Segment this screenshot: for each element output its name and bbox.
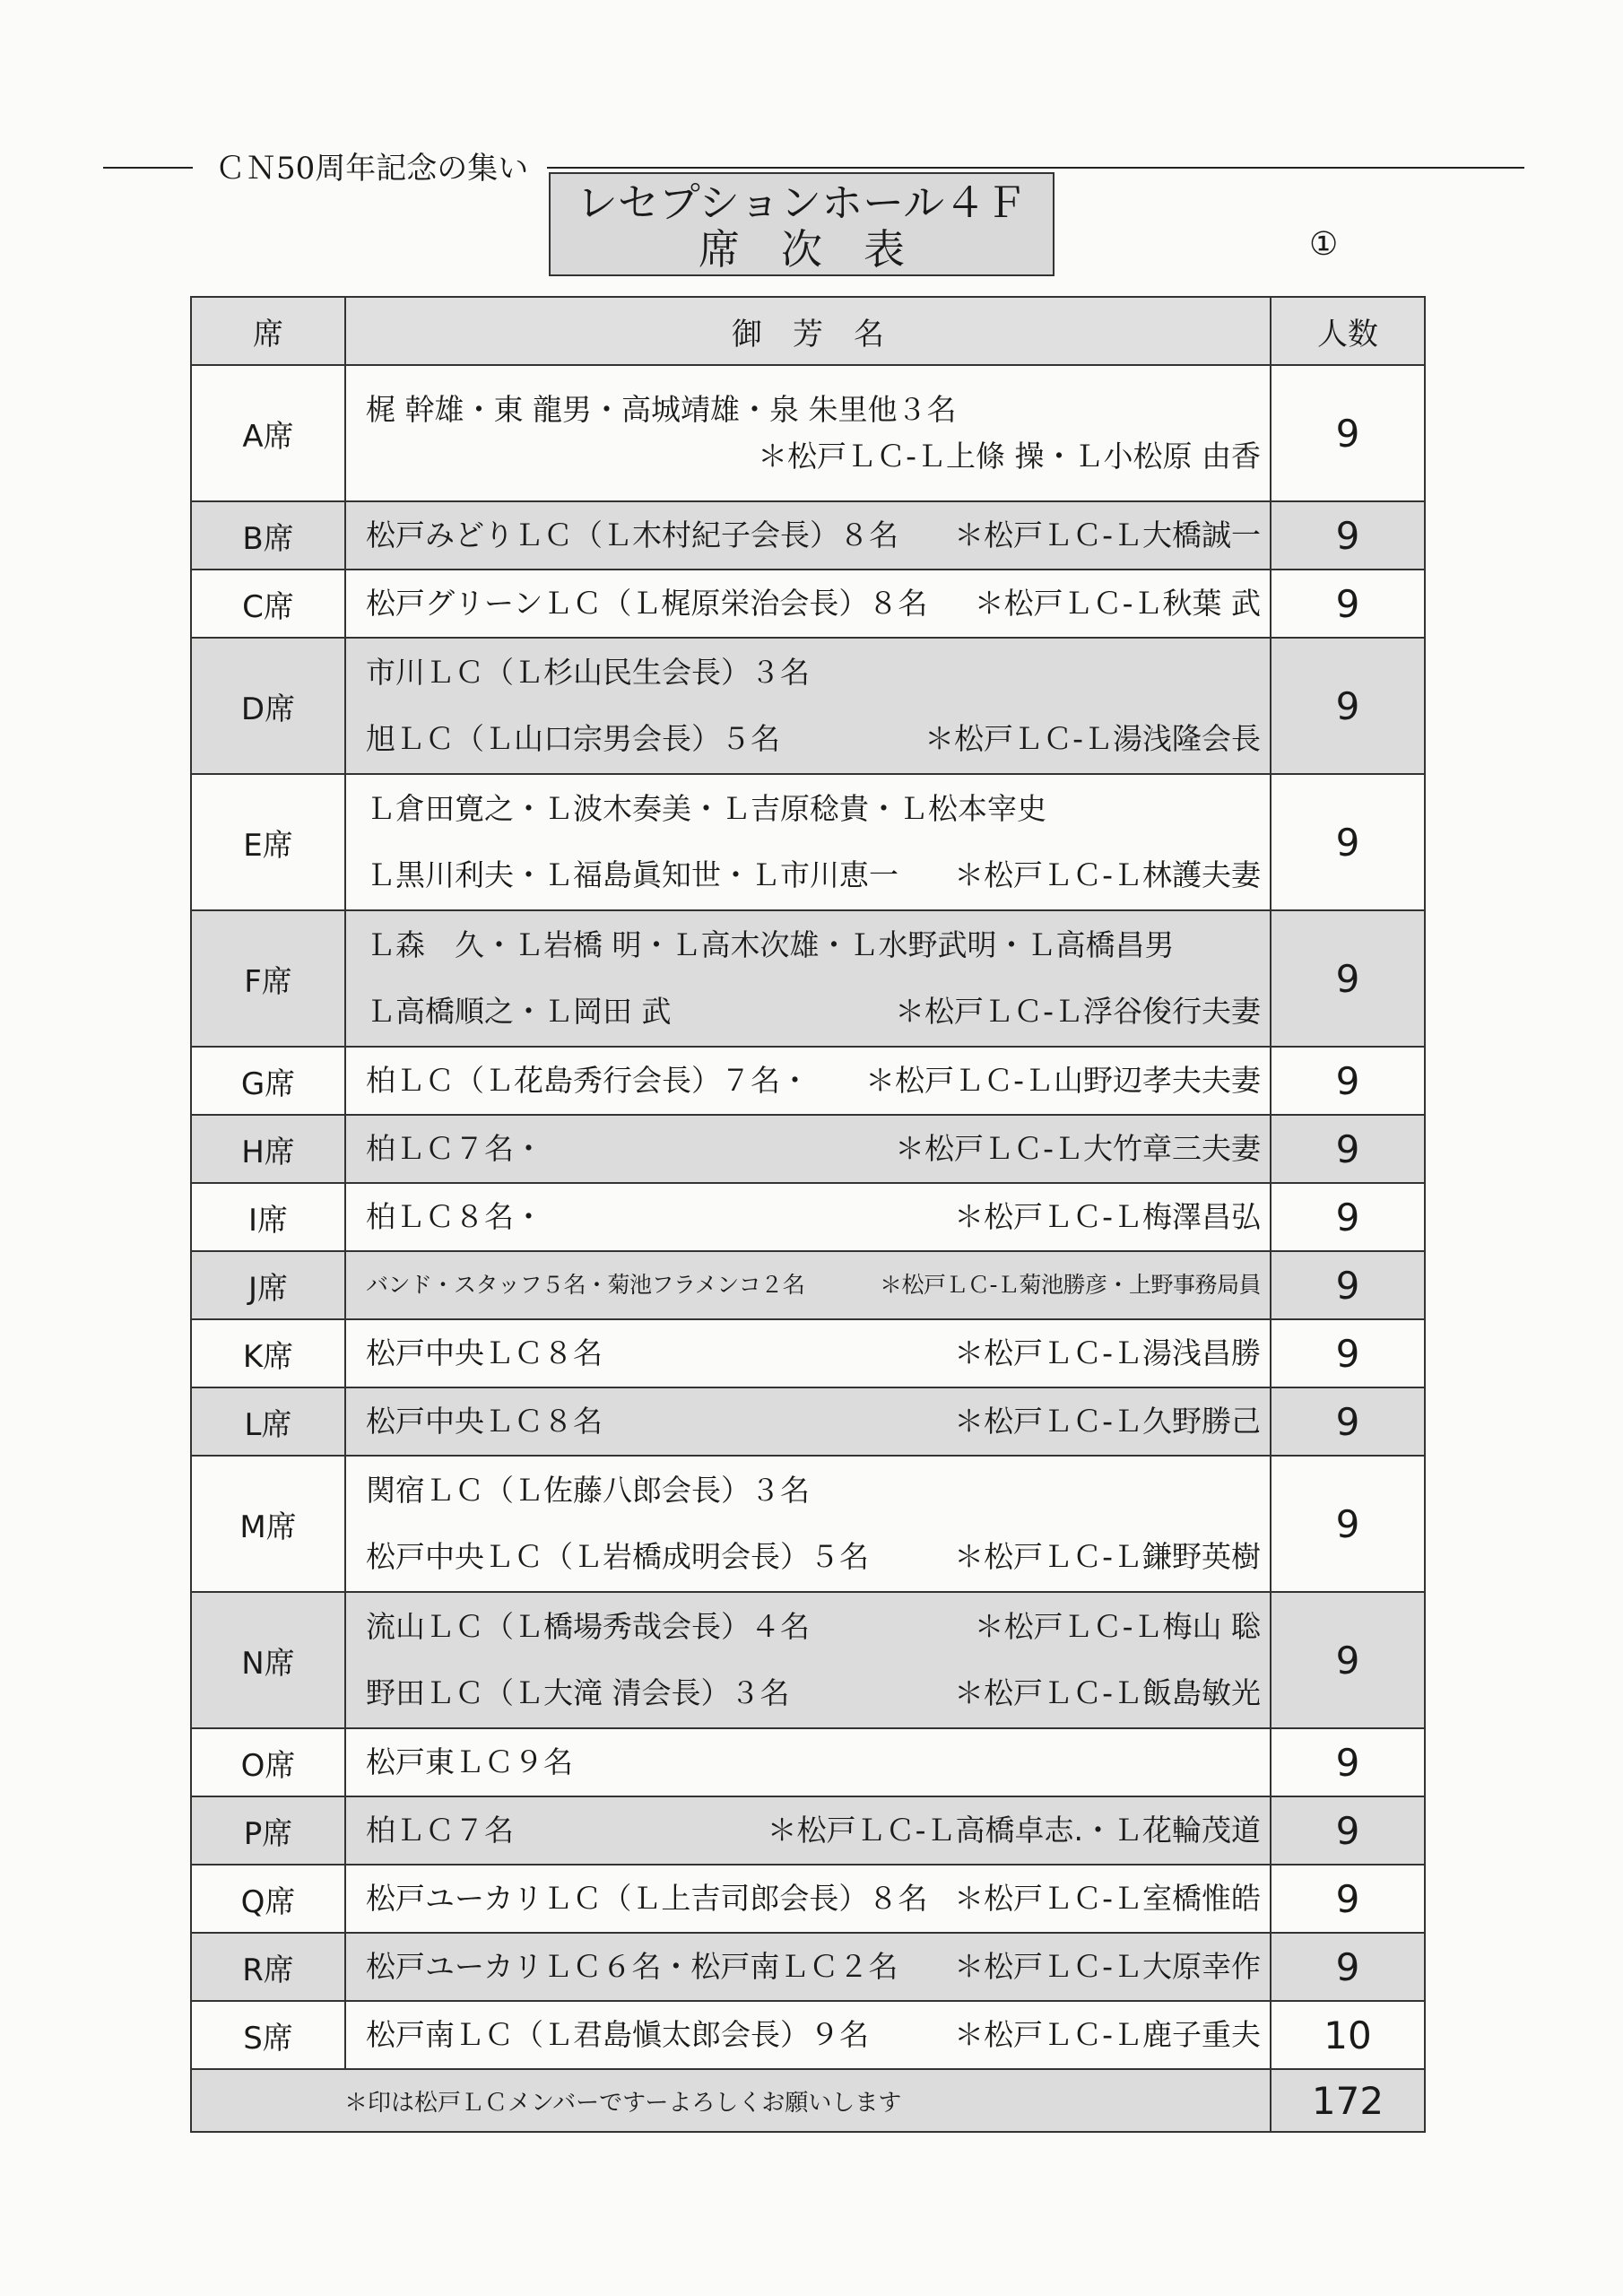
header-rule-left — [103, 167, 193, 169]
names-cell — [345, 1387, 1271, 1456]
table-row — [191, 1796, 1425, 1865]
member-note: ＊松戸ＬＣ-Ｌ梅澤昌弘 — [954, 1199, 1261, 1234]
member-note: ＊松戸ＬＣ-Ｌ久野勝己 — [954, 1404, 1261, 1439]
seat-label: F席 — [191, 910, 345, 1047]
names-cell — [345, 1115, 1271, 1183]
table-row — [191, 774, 1425, 910]
member-note: ＊松戸ＬＣ-Ｌ大橋誠一 — [954, 517, 1261, 552]
count-cell: 9 — [1271, 501, 1425, 570]
seat-label: H席 — [191, 1115, 345, 1183]
seat-label: Q席 — [191, 1865, 345, 1933]
table-row — [191, 570, 1425, 638]
names-line: 関宿ＬＣ（Ｌ佐藤八郎会長）３名 — [366, 1473, 810, 1508]
names-line: Ｌ高橋順之・Ｌ岡田 武 — [366, 994, 672, 1029]
total-count: 172 — [1271, 2069, 1425, 2132]
count-cell: 9 — [1271, 1387, 1425, 1456]
seat-label: B席 — [191, 501, 345, 570]
table-row — [191, 1728, 1425, 1796]
count-cell: 9 — [1271, 1115, 1425, 1183]
names-line: 柏ＬＣ７名 — [366, 1813, 514, 1848]
names-line: 松戸中央ＬＣ（Ｌ岩橋成明会長）５名 — [366, 1539, 869, 1574]
table-row — [191, 365, 1425, 501]
table-row — [191, 1115, 1425, 1183]
seating-table — [190, 296, 1426, 2133]
names-line: 松戸南ＬＣ（Ｌ君島愼太郎会長）９名 — [366, 2017, 869, 2052]
seat-label: E席 — [191, 774, 345, 910]
member-note: ＊松戸ＬＣ-Ｌ飯島敏光 — [954, 1675, 1261, 1710]
table-footer-row — [191, 2069, 1425, 2132]
names-line: 松戸中央ＬＣ８名 — [366, 1404, 603, 1439]
count-cell: 9 — [1271, 1592, 1425, 1728]
seat-label: D席 — [191, 638, 345, 774]
seat-label: L席 — [191, 1387, 345, 1456]
member-note: ＊松戸ＬＣ-Ｌ室橋惟皓 — [954, 1881, 1261, 1916]
member-note: ＊松戸ＬＣ-Ｌ上條 操・Ｌ小松原 由香 — [758, 439, 1261, 474]
member-note: ＊松戸ＬＣ-Ｌ湯浅隆会長 — [924, 721, 1261, 756]
names-line: 松戸中央ＬＣ８名 — [366, 1335, 603, 1370]
seat-label: R席 — [191, 1933, 345, 2001]
member-note: ＊松戸ＬＣ-Ｌ山野辺孝夫夫妻 — [865, 1063, 1261, 1098]
seat-label: A席 — [191, 365, 345, 501]
names-cell — [345, 1592, 1271, 1728]
table-row — [191, 1183, 1425, 1251]
count-cell: 9 — [1271, 1319, 1425, 1387]
names-line: 市川ＬＣ（Ｌ杉山民生会長）３名 — [366, 655, 810, 690]
names-cell — [345, 365, 1271, 501]
names-cell — [345, 774, 1271, 910]
member-note: ＊松戸ＬＣ-Ｌ大原幸作 — [954, 1949, 1261, 1984]
footer-note: ＊印は松戸ＬＣメンバーですーよろしくお願いします — [191, 2069, 1271, 2132]
names-cell — [345, 1933, 1271, 2001]
names-line: 野田ＬＣ（Ｌ大滝 清会長）３名 — [366, 1675, 790, 1710]
member-note: ＊松戸ＬＣ-Ｌ鹿子重夫 — [954, 2017, 1261, 2052]
col-seat-header: 席 — [191, 297, 345, 365]
names-cell — [345, 638, 1271, 774]
header-rule-right — [547, 167, 1524, 169]
member-note: ＊松戸ＬＣ-Ｌ林護夫妻 — [954, 857, 1261, 892]
names-line: 柏ＬＣ７名・ — [366, 1131, 543, 1166]
count-cell: 10 — [1271, 2001, 1425, 2069]
title-line1: レセプションホール４Ｆ — [576, 178, 1028, 227]
count-cell: 9 — [1271, 1183, 1425, 1251]
seat-label: I席 — [191, 1183, 345, 1251]
count-cell: 9 — [1271, 1796, 1425, 1865]
seat-label: N席 — [191, 1592, 345, 1728]
title-line2: 席 次 表 — [699, 225, 905, 274]
count-cell: 9 — [1271, 774, 1425, 910]
names-line: Ｌ黒川利夫・Ｌ福島眞知世・Ｌ市川恵一 — [366, 857, 898, 892]
names-cell — [345, 2001, 1271, 2069]
member-note: ＊松戸ＬＣ-Ｌ高橋卓志.・Ｌ花輪茂道 — [767, 1813, 1261, 1848]
count-cell: 9 — [1271, 910, 1425, 1047]
member-note: ＊松戸ＬＣ-Ｌ梅山 聡 — [974, 1609, 1261, 1644]
member-note: ＊松戸ＬＣ-Ｌ秋葉 武 — [974, 586, 1261, 621]
member-note: ＊松戸ＬＣ-Ｌ鎌野英樹 — [954, 1539, 1261, 1574]
count-cell: 9 — [1271, 1456, 1425, 1592]
names-cell — [345, 1251, 1271, 1319]
seat-label: M席 — [191, 1456, 345, 1592]
names-line: 流山ＬＣ（Ｌ橋場秀哉会長）４名 — [366, 1609, 810, 1644]
count-cell: 9 — [1271, 1251, 1425, 1319]
count-cell: 9 — [1271, 1933, 1425, 2001]
names-cell — [345, 1047, 1271, 1115]
names-line: 旭ＬＣ（Ｌ山口宗男会長）５名 — [366, 721, 780, 756]
count-cell: 9 — [1271, 1728, 1425, 1796]
count-cell: 9 — [1271, 365, 1425, 501]
member-note: ＊松戸ＬＣ-Ｌ浮谷俊行夫妻 — [895, 994, 1261, 1029]
names-line: 松戸ユーカリＬＣ（Ｌ上吉司郎会長）８名 — [366, 1881, 928, 1916]
names-line: 梶 幹雄・東 龍男・高城靖雄・泉 朱里他３名 — [366, 392, 957, 427]
names-cell — [345, 1865, 1271, 1933]
seat-label: K席 — [191, 1319, 345, 1387]
table-row — [191, 1047, 1425, 1115]
seat-label: S席 — [191, 2001, 345, 2069]
table-row — [191, 1865, 1425, 1933]
seat-label: O席 — [191, 1728, 345, 1796]
member-note: ＊松戸ＬＣ-Ｌ湯浅昌勝 — [954, 1335, 1261, 1370]
table-row — [191, 1319, 1425, 1387]
names-cell — [345, 501, 1271, 570]
title-box — [549, 172, 1055, 276]
seat-label: P席 — [191, 1796, 345, 1865]
names-cell — [345, 1796, 1271, 1865]
count-cell: 9 — [1271, 570, 1425, 638]
names-cell — [345, 1728, 1271, 1796]
names-cell — [345, 1183, 1271, 1251]
member-note: ＊松戸ＬＣ-Ｌ大竹章三夫妻 — [895, 1131, 1261, 1166]
table-row — [191, 501, 1425, 570]
table-row — [191, 2001, 1425, 2069]
table-row — [191, 910, 1425, 1047]
event-title: ＣＮ50周年記念の集い — [215, 151, 529, 187]
table-header-row — [191, 297, 1425, 365]
names-line: バンド・スタッフ５名・菊池フラメンコ２名 — [366, 1272, 805, 1298]
names-line: Ｌ倉田寛之・Ｌ波木奏美・Ｌ吉原稔貴・Ｌ松本宰史 — [366, 791, 1046, 826]
names-cell — [345, 910, 1271, 1047]
table-row — [191, 1387, 1425, 1456]
names-line: 松戸グリーンＬＣ（Ｌ梶原栄治会長）８名 — [366, 586, 928, 621]
table-row — [191, 1933, 1425, 2001]
names-line: 松戸みどりＬＣ（Ｌ木村紀子会長）８名 — [366, 517, 898, 552]
seat-label: J席 — [191, 1251, 345, 1319]
table-row — [191, 1456, 1425, 1592]
seat-label: C席 — [191, 570, 345, 638]
page-number: ① — [1309, 226, 1339, 263]
table-row — [191, 1592, 1425, 1728]
table-row — [191, 1251, 1425, 1319]
col-names-header: 御 芳 名 — [345, 297, 1271, 365]
table-row — [191, 638, 1425, 774]
names-line: Ｌ森 久・Ｌ岩橋 明・Ｌ高木次雄・Ｌ水野武明・Ｌ高橋昌男 — [366, 927, 1175, 962]
count-cell: 9 — [1271, 638, 1425, 774]
col-count-header: 人数 — [1271, 297, 1425, 365]
names-line: 松戸ユーカリＬＣ６名・松戸南ＬＣ２名 — [366, 1949, 898, 1984]
count-cell: 9 — [1271, 1047, 1425, 1115]
names-line: 柏ＬＣ８名・ — [366, 1199, 543, 1234]
names-cell — [345, 1319, 1271, 1387]
names-cell — [345, 1456, 1271, 1592]
names-line: 柏ＬＣ（Ｌ花島秀行会長）７名・ — [366, 1063, 810, 1098]
names-cell — [345, 570, 1271, 638]
count-cell: 9 — [1271, 1865, 1425, 1933]
member-note: ＊松戸ＬＣ-Ｌ菊池勝彦・上野事務局員 — [879, 1272, 1261, 1298]
names-line: 松戸東ＬＣ９名 — [366, 1744, 573, 1779]
seat-label: G席 — [191, 1047, 345, 1115]
